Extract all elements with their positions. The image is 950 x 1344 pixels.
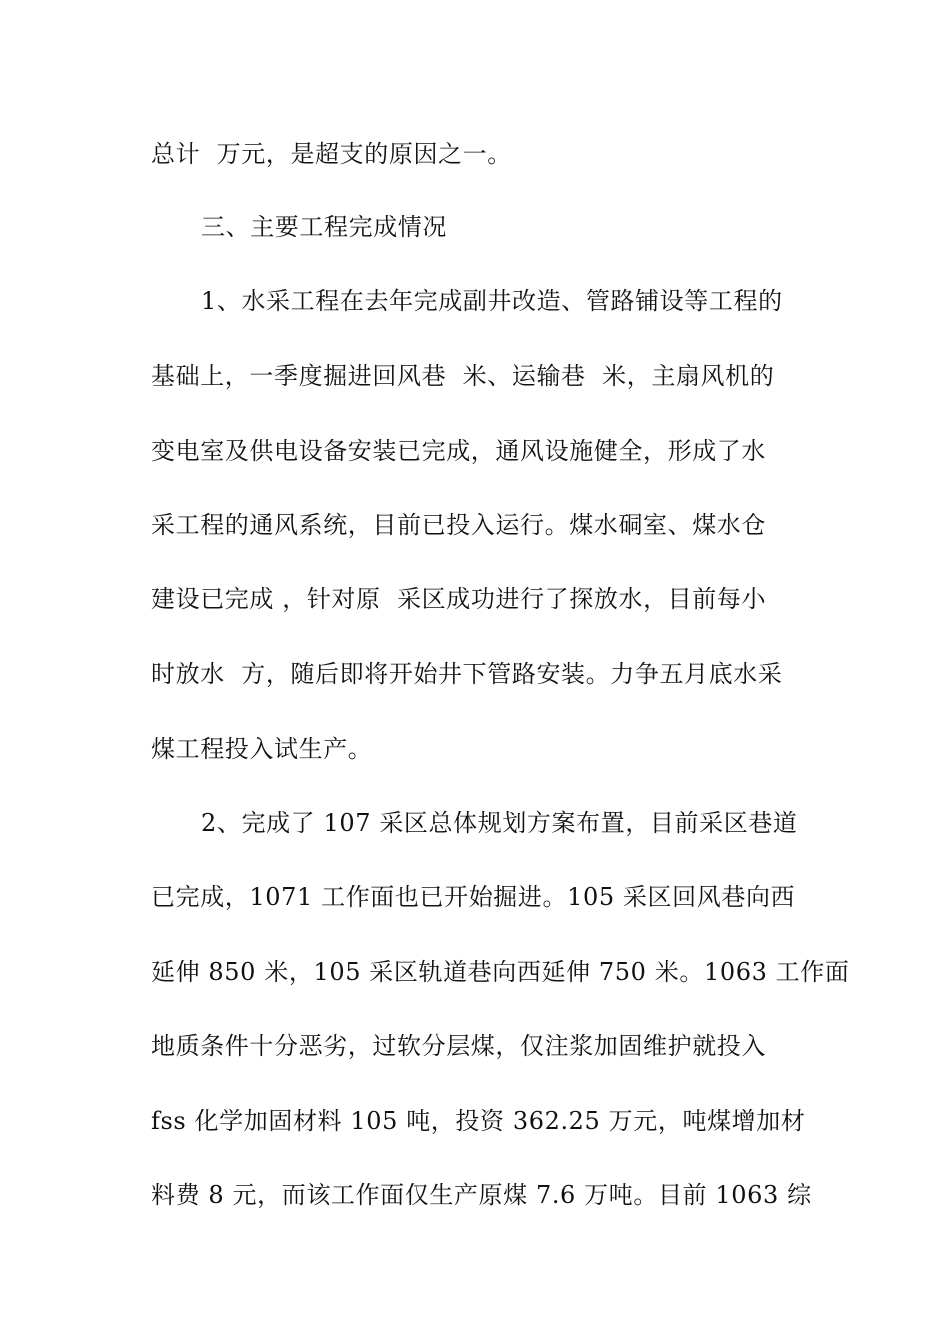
- paragraph-line: 2、完成了 107 采区总体规划方案布置，目前采区巷道: [201, 809, 798, 837]
- paragraph-line: 基础上，一季度掘进回风巷 米、运输巷 米，主扇风机的: [151, 362, 775, 390]
- paragraph-line: 已完成，1071 工作面也已开始掘进。105 采区回风巷向西: [151, 883, 796, 911]
- paragraph-line: 1、水采工程在去年完成副井改造、管路铺设等工程的: [201, 287, 783, 315]
- paragraph-line: 变电室及供电设备安装已完成，通风设施健全，形成了水: [151, 437, 766, 465]
- paragraph-line: fss 化学加固材料 105 吨，投资 362.25 万元，吨煤增加材: [151, 1107, 806, 1135]
- paragraph-line: 总计 万元，是超支的原因之一。: [151, 140, 512, 168]
- paragraph-line: 料费 8 元，而该工作面仅生产原煤 7.6 万吨。目前 1063 综: [151, 1181, 812, 1209]
- section-heading: 三、主要工程完成情况: [201, 213, 447, 241]
- paragraph-line: 煤工程投入试生产。: [151, 735, 373, 763]
- paragraph-line: 延伸 850 米，105 采区轨道巷向西延伸 750 米。1063 工作面: [151, 958, 850, 986]
- paragraph-line: 建设已完成 ，针对原 采区成功进行了探放水，目前每小: [151, 585, 767, 613]
- paragraph-line: 地质条件十分恶劣，过软分层煤，仅注浆加固维护就投入: [151, 1032, 766, 1060]
- paragraph-line: 时放水 方，随后即将开始井下管路安装。力争五月底水采: [151, 660, 783, 688]
- paragraph-line: 采工程的通风系统，目前已投入运行。煤水硐室、煤水仓: [151, 511, 766, 539]
